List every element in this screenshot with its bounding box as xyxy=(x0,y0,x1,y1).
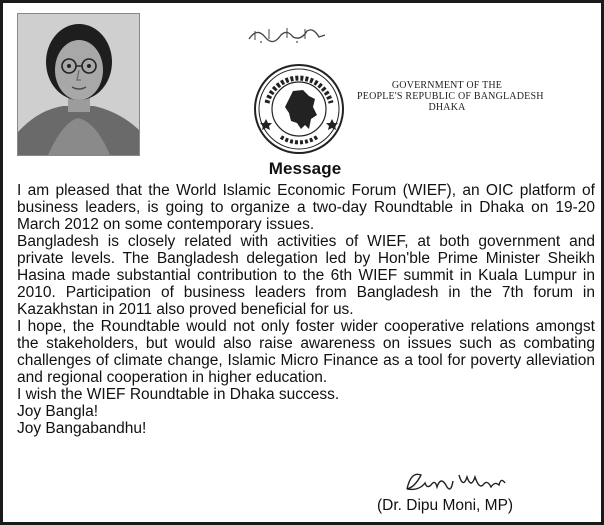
govt-line-2: PEOPLE'S REPUBLIC OF BANGLADESH xyxy=(357,91,544,102)
closing-joy-bangla: Joy Bangla! xyxy=(17,403,98,420)
government-heading xyxy=(357,80,544,113)
portrait-photo xyxy=(17,13,140,156)
govt-line-1: GOVERNMENT OF THE xyxy=(391,80,503,91)
bismillah-calligraphy xyxy=(247,23,327,45)
signature-image xyxy=(401,467,521,497)
closing-joy-bangabandhu: Joy Bangabandhu! xyxy=(17,420,147,437)
message-body xyxy=(17,182,595,437)
paragraph-intro: I am pleased that the World Islamic Economic Forum (WIEF), an OIC platform of business leaders, is going to organize a two-day Roundtable in Dhaka on 19-20 March 2012 on some contemporary issues. xyxy=(17,182,595,233)
government-seal xyxy=(253,63,345,155)
signer-name: (Dr. Dipu Moni, MP) xyxy=(377,497,514,514)
portrait-image xyxy=(18,14,139,155)
message-title: Message xyxy=(268,159,342,178)
calligraphy-image xyxy=(247,23,327,45)
govt-line-3: DHAKA xyxy=(428,102,466,113)
seal-emblem xyxy=(253,63,345,155)
paragraph-wish: I wish the WIEF Roundtable in Dhaka success. xyxy=(17,386,340,403)
paragraph-hope: I hope, the Roundtable would not only foster wider cooperative relations amongst the stakeholders, but would also raise awareness on issues such as combating challenges of climate change, Islamic Micro Finance as a tool for poverty alleviation and regional cooperation in higher education. xyxy=(17,318,595,386)
paragraph-relations: Bangladesh is closely related with activities of WIEF, at both government and private levels. The Bangladesh delegation led by Hon'ble Prime Minister Sheikh Hasina made substantial contribution to the 6th WIEF summit in Kuala Lumpur in 2010. Participation of business leaders from Bangladesh in the 7th forum in Kazakhstan in 2011 also proved beneficial for us. xyxy=(17,233,595,318)
handwritten-signature xyxy=(401,467,521,497)
